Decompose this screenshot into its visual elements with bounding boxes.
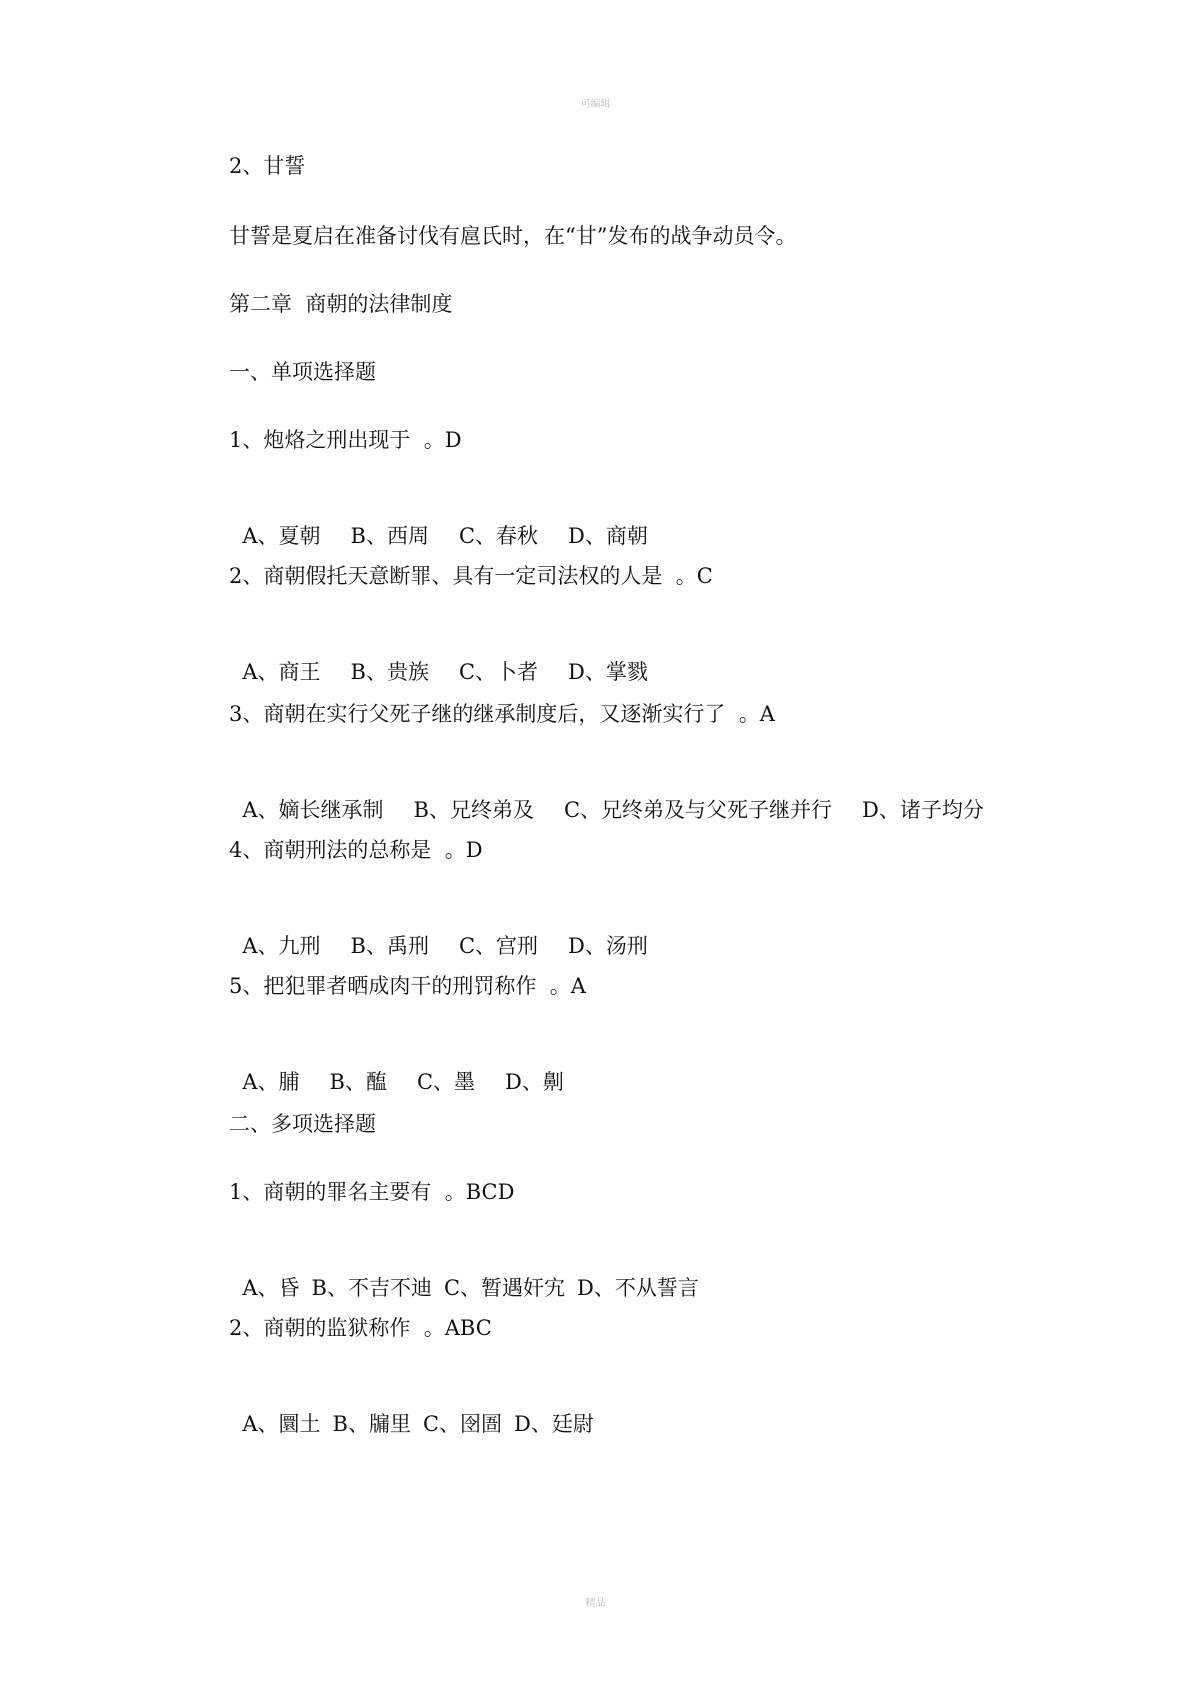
question-2-options bbox=[229, 630, 648, 686]
option-b: B、兄终弟及 bbox=[413, 798, 534, 822]
question-5: 5、把犯罪者晒成肉干的刑罚称作 。A bbox=[229, 974, 586, 998]
chapter-title: 第二章 商朝的法律制度 bbox=[229, 292, 453, 316]
option-b: B、禹刑 bbox=[350, 934, 429, 958]
option-c: C、暂遇奸宄 bbox=[443, 1276, 566, 1300]
multi-question-1-options bbox=[229, 1246, 699, 1302]
multi-question-2-options bbox=[229, 1382, 594, 1438]
footer-watermark: 精品 bbox=[585, 1598, 606, 1609]
option-c: C、宫刑 bbox=[458, 934, 539, 958]
question-2: 2、商朝假托天意断罪、具有一定司法权的人是 。C bbox=[229, 564, 713, 588]
option-d: D、不从誓言 bbox=[577, 1276, 699, 1300]
option-d: D、汤刑 bbox=[568, 934, 648, 958]
option-c: C、墨 bbox=[416, 1070, 476, 1094]
question-4: 4、商朝刑法的总称是 。D bbox=[229, 838, 483, 862]
option-a: A、商王 bbox=[242, 660, 321, 684]
question-5-options bbox=[229, 1040, 564, 1096]
question-4-options bbox=[229, 904, 648, 960]
option-a: A、夏朝 bbox=[242, 524, 321, 548]
multi-question-1: 1、商朝的罪名主要有 。BCD bbox=[229, 1180, 515, 1204]
question-1: 1、炮烙之刑出现于 。D bbox=[229, 428, 462, 452]
single-choice-heading: 一、单项选择题 bbox=[229, 360, 376, 384]
section-text: 甘誓是夏启在准备讨伐有扈氏时，在“甘”发布的战争动员令。 bbox=[229, 224, 797, 248]
option-c: C、兄终弟及与父死子继并行 bbox=[563, 798, 833, 822]
option-b: B、醢 bbox=[329, 1070, 387, 1094]
multi-choice-heading: 二、多项选择题 bbox=[229, 1112, 376, 1136]
question-3: 3、商朝在实行父死子继的继承制度后，又逐渐实行了 。A bbox=[229, 702, 775, 726]
option-c: C、囹圄 bbox=[422, 1412, 503, 1436]
option-c: C、春秋 bbox=[458, 524, 539, 548]
section-title: 2、甘誓 bbox=[229, 154, 306, 178]
option-a: A、昏 bbox=[242, 1276, 300, 1300]
option-d: D、诸子均分 bbox=[862, 798, 984, 822]
option-b: B、西周 bbox=[350, 524, 429, 548]
option-d: D、劓 bbox=[505, 1070, 564, 1094]
option-d: D、廷尉 bbox=[514, 1412, 594, 1436]
option-c: C、卜者 bbox=[458, 660, 539, 684]
option-b: B、不吉不迪 bbox=[311, 1276, 432, 1300]
option-d: D、商朝 bbox=[568, 524, 648, 548]
question-3-options bbox=[229, 768, 984, 824]
option-a: A、脯 bbox=[242, 1070, 300, 1094]
option-a: A、圜土 bbox=[242, 1412, 321, 1436]
multi-question-2: 2、商朝的监狱称作 。ABC bbox=[229, 1316, 492, 1340]
option-d: D、掌戮 bbox=[568, 660, 648, 684]
question-1-options bbox=[229, 494, 648, 550]
option-a: A、嫡长继承制 bbox=[242, 798, 384, 822]
option-b: B、牖里 bbox=[332, 1412, 411, 1436]
header-watermark: 可编辑 bbox=[580, 99, 611, 110]
option-a: A、九刑 bbox=[242, 934, 321, 958]
option-b: B、贵族 bbox=[350, 660, 429, 684]
